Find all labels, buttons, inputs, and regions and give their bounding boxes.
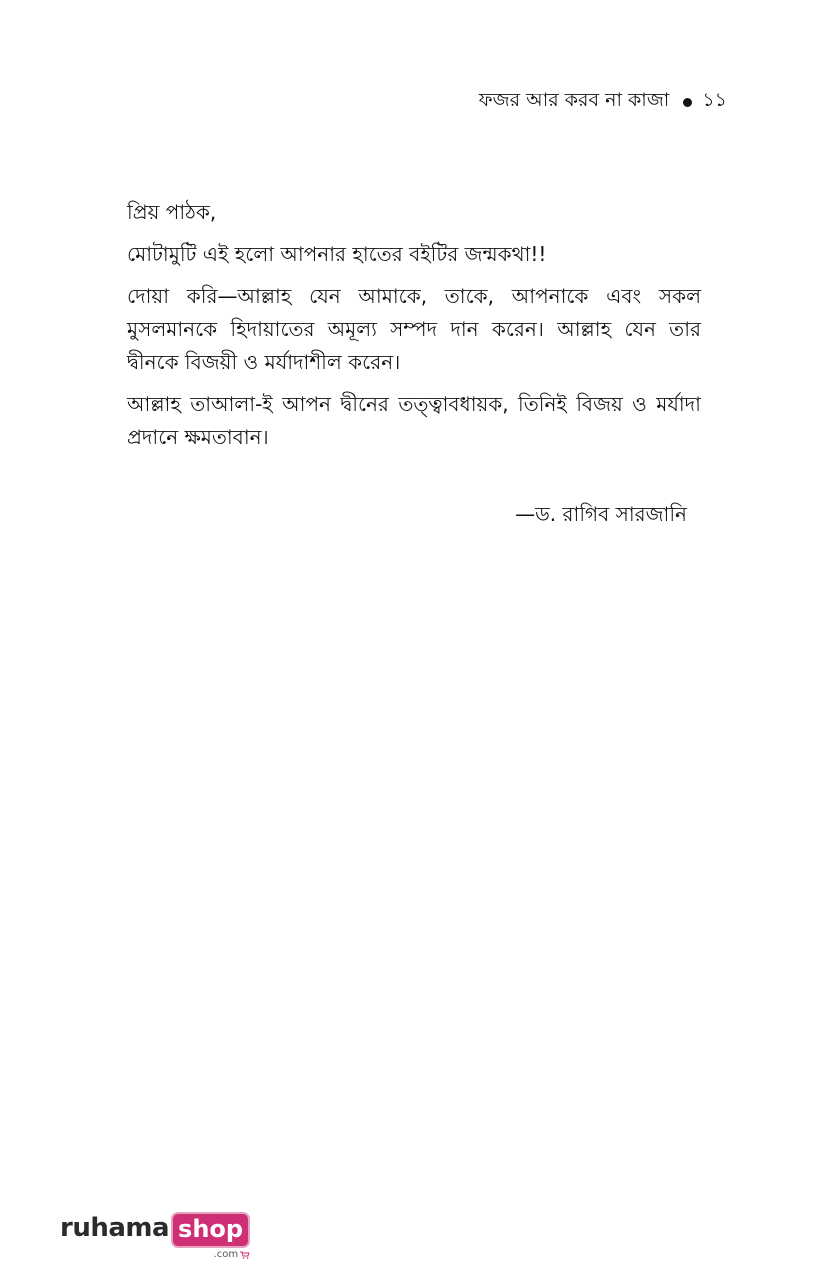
page-body	[127, 196, 701, 463]
logo-brand-text: ruhama	[60, 1213, 170, 1243]
running-header	[479, 86, 727, 118]
paragraph: মোটামুটি এই হলো আপনার হাতের বইটির জন্মকথা!!	[127, 242, 547, 266]
logo-domain-text: .com	[213, 1249, 239, 1260]
bullet-icon	[683, 98, 692, 107]
paragraph: দোয়া করি—আল্লাহ যেন আমাকে, তাকে, আপনাকে এবং সকল মুসলমানকে হিদায়াতের অমূল্য সম্পদ দান করেন। আল্লাহ যেন তার দ্বীনকে বিজয়ী ও মর্যাদাশীল করেন।	[127, 284, 701, 374]
logo-badge-group	[171, 1212, 250, 1261]
paragraph: আল্লাহ তাআলা-ই আপন দ্বীনের তত্ত্বাবধায়ক, তিনিই বিজয় ও মর্যাদা প্রদানে ক্ষমতাবান।	[127, 392, 701, 449]
salutation: প্রিয় পাঠক,	[127, 200, 217, 224]
author-signature: —ড. রাগিব সারজানি	[515, 502, 687, 526]
cart-icon	[240, 1251, 250, 1259]
page-number: ১১	[702, 89, 727, 111]
ruhamashop-logo	[60, 1212, 250, 1261]
logo-domain	[214, 1249, 251, 1261]
running-title: ফজর আর করব না কাজা	[478, 89, 670, 111]
logo-shop-badge: shop	[171, 1212, 250, 1248]
